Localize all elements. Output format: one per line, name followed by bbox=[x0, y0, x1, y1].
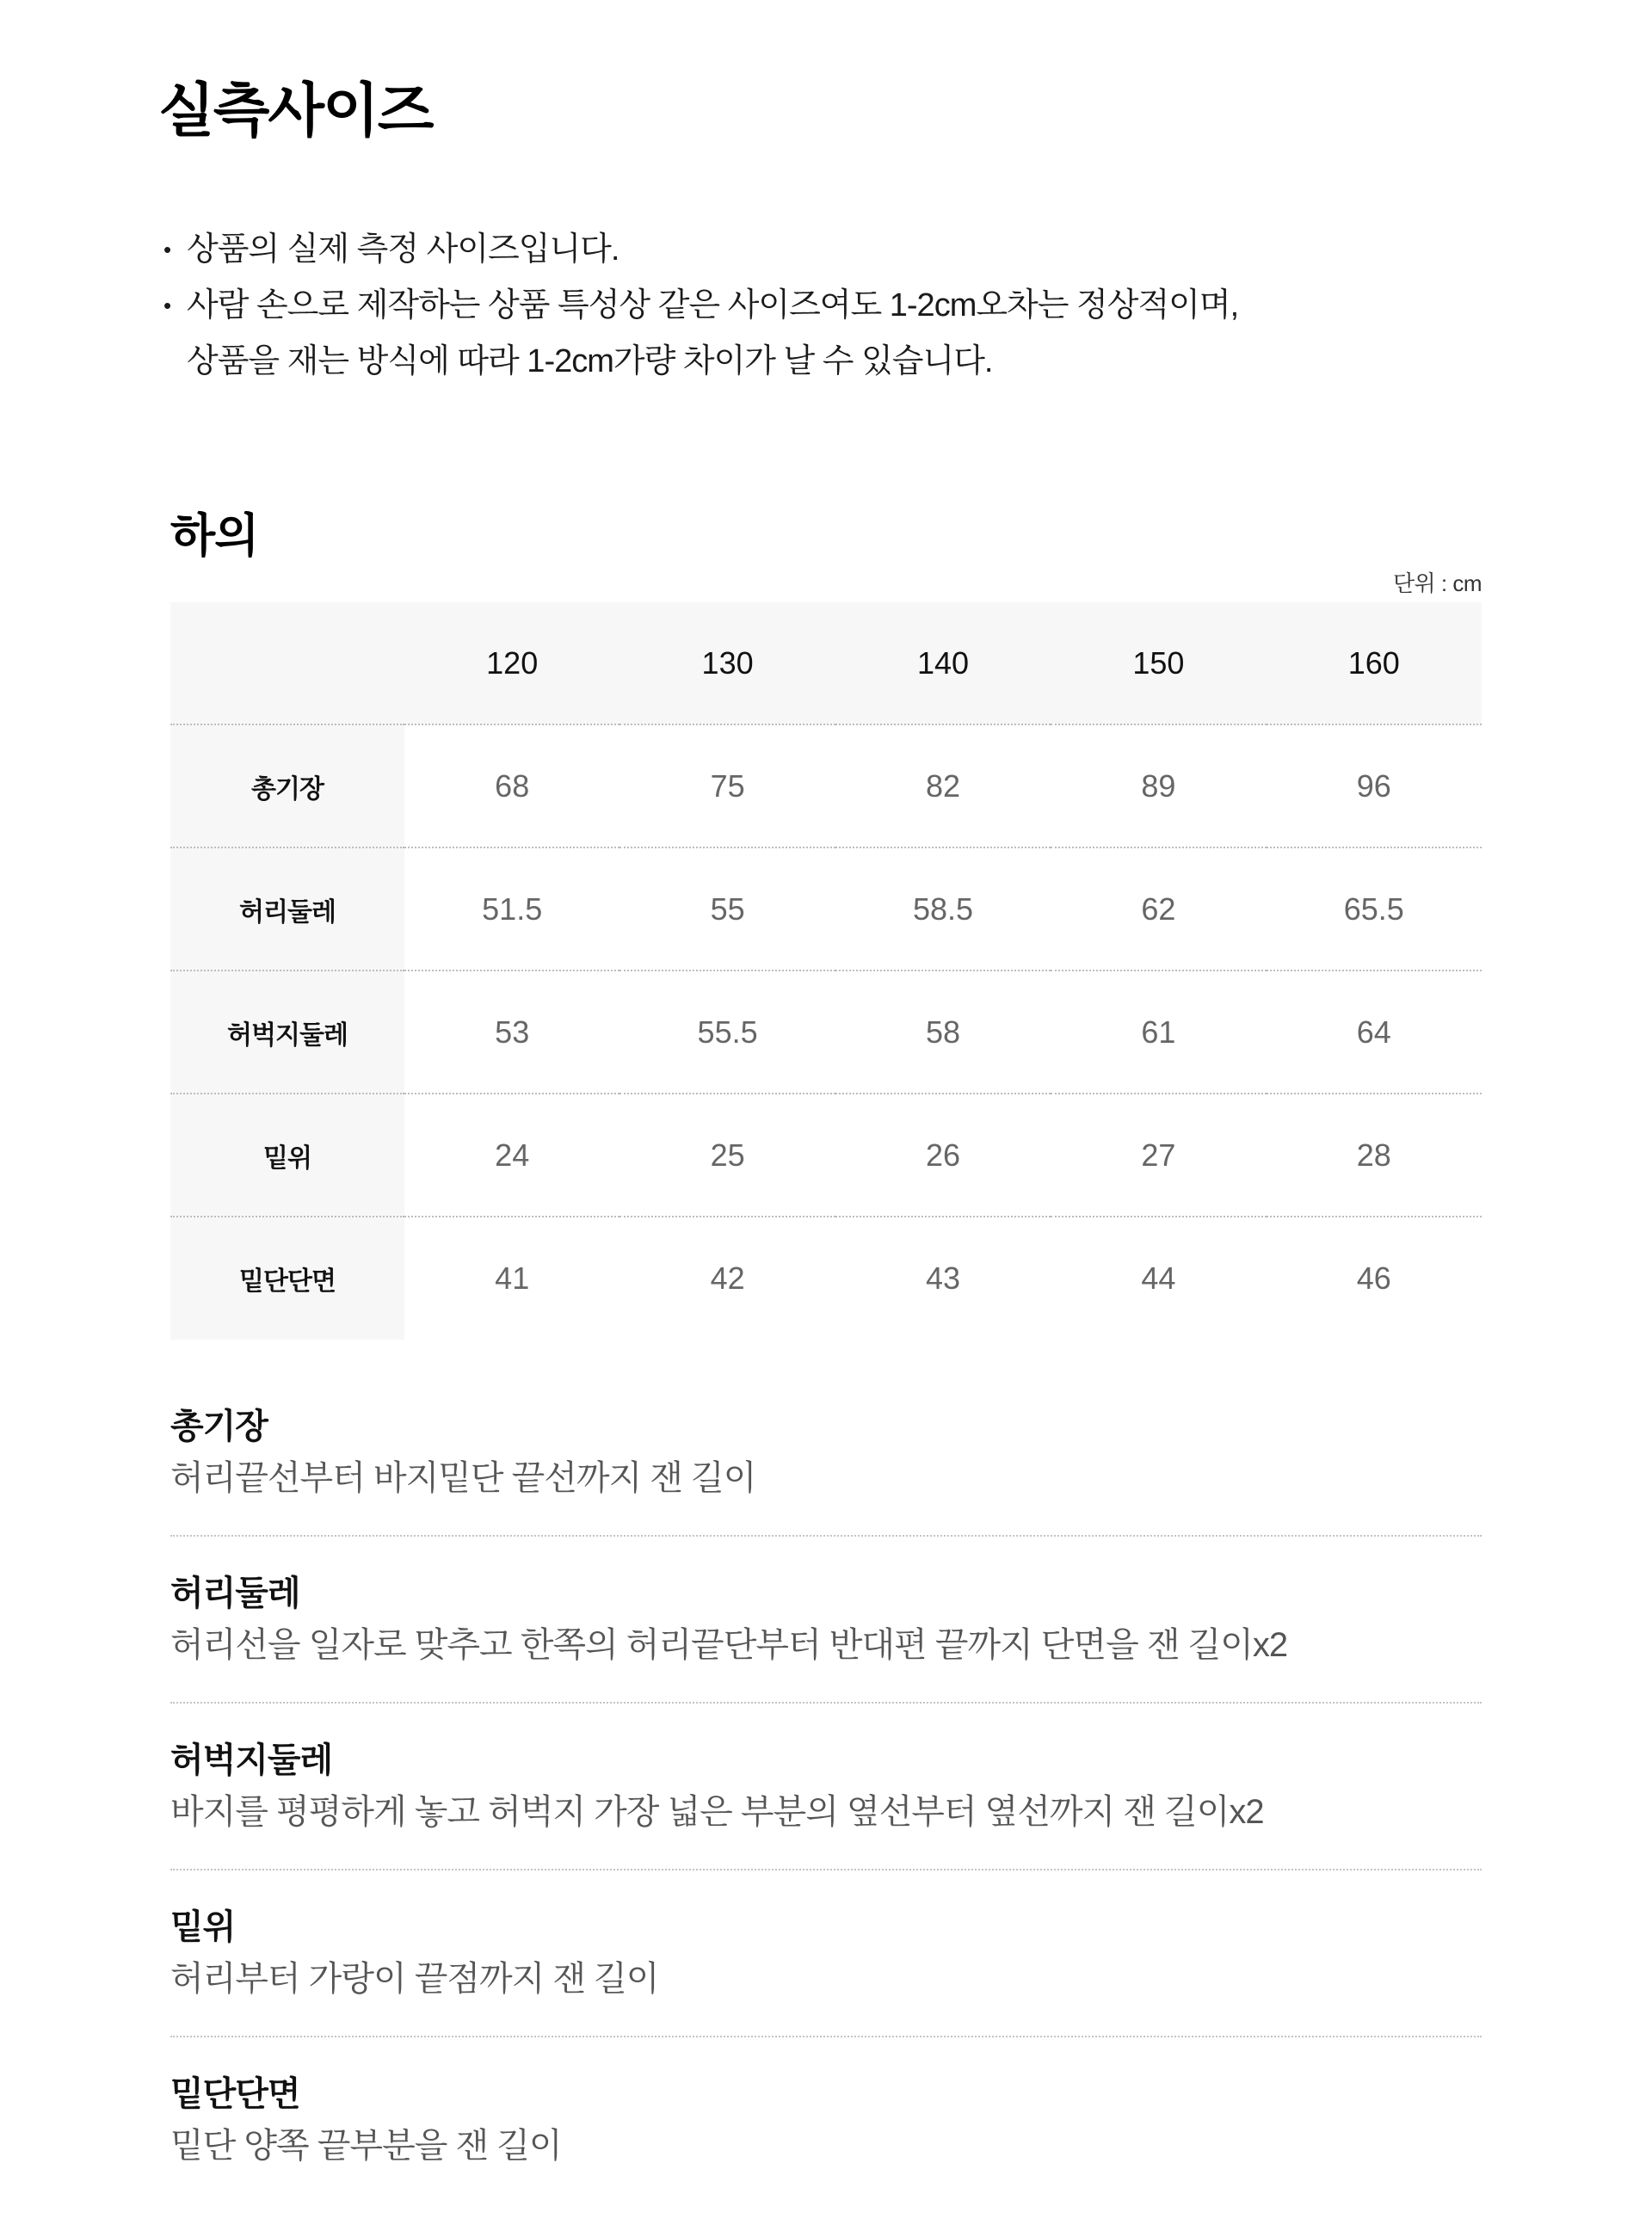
definition-term: 총기장 bbox=[170, 1408, 268, 1445]
table-row bbox=[170, 971, 1482, 1094]
column-header: 130 bbox=[620, 602, 835, 724]
table-cell: 26 bbox=[835, 1094, 1051, 1217]
table-cell: 24 bbox=[404, 1094, 620, 1217]
note-item bbox=[163, 222, 1482, 278]
note-item bbox=[163, 278, 1482, 334]
table-cell: 62 bbox=[1051, 847, 1266, 971]
dotted-divider bbox=[170, 1869, 1482, 1870]
table-header-row bbox=[170, 602, 1482, 724]
definition-term: 밑단단면 bbox=[170, 2075, 300, 2113]
column-header: 140 bbox=[835, 602, 1051, 724]
row-label: 허리둘레 bbox=[170, 847, 404, 971]
table-cell: 65.5 bbox=[1267, 847, 1482, 971]
definition-term: 허벅지둘레 bbox=[170, 1741, 333, 1779]
note-text: 상품의 실제 측정 사이즈입니다. bbox=[187, 231, 620, 268]
bullet-icon: • bbox=[163, 237, 171, 262]
definition-item bbox=[170, 1907, 1482, 2000]
definition-description: 허리끝선부터 바지밑단 끝선까지 잰 길이 bbox=[170, 1459, 756, 1497]
table-cell: 82 bbox=[835, 724, 1051, 847]
notes-list bbox=[163, 222, 1482, 390]
dotted-divider bbox=[170, 1702, 1482, 1704]
unit-label: 단위 : cm bbox=[1392, 570, 1482, 596]
table-cell: 75 bbox=[620, 724, 835, 847]
table-cell: 58 bbox=[835, 971, 1051, 1094]
table-cell: 68 bbox=[404, 724, 620, 847]
size-table bbox=[170, 602, 1482, 1340]
table-row bbox=[170, 847, 1482, 971]
table-cell: 46 bbox=[1267, 1217, 1482, 1340]
definition-term: 허리둘레 bbox=[170, 1575, 300, 1612]
definition-description: 허리선을 일자로 맞추고 한쪽의 허리끝단부터 반대편 끝까지 단면을 잰 길이x2 bbox=[170, 1626, 1288, 1664]
definition-description: 바지를 평평하게 놓고 허벅지 가장 넓은 부분의 옆선부터 옆선까지 잰 길이x2 bbox=[170, 1793, 1264, 1831]
definition-item bbox=[170, 1740, 1482, 1833]
table-cell: 28 bbox=[1267, 1094, 1482, 1217]
note-item bbox=[163, 334, 1482, 390]
table-cell: 58.5 bbox=[835, 847, 1051, 971]
table-cell: 89 bbox=[1051, 724, 1266, 847]
column-header: 150 bbox=[1051, 602, 1266, 724]
definition-item bbox=[170, 2074, 1482, 2166]
section-heading-bottoms: 하의 bbox=[170, 510, 259, 562]
column-header: 160 bbox=[1267, 602, 1482, 724]
row-label: 밑단단면 bbox=[170, 1217, 404, 1340]
bullet-icon: • bbox=[163, 293, 171, 318]
table-cell: 43 bbox=[835, 1217, 1051, 1340]
note-text: 사람 손으로 제작하는 상품 특성상 같은 사이즈여도 1-2cm오차는 정상적이며, bbox=[187, 287, 1239, 324]
definition-item bbox=[170, 1406, 1482, 1499]
definition-term: 밑위 bbox=[170, 1908, 236, 1946]
table-row bbox=[170, 724, 1482, 847]
measurement-definitions bbox=[170, 1406, 1482, 2166]
table-cell: 96 bbox=[1267, 724, 1482, 847]
dotted-divider bbox=[170, 2036, 1482, 2037]
table-cell: 64 bbox=[1267, 971, 1482, 1094]
table-cell: 27 bbox=[1051, 1094, 1266, 1217]
row-label: 허벅지둘레 bbox=[170, 971, 404, 1094]
page-title: 실측사이즈 bbox=[158, 78, 433, 144]
table-cell: 55 bbox=[620, 847, 835, 971]
definition-description: 허리부터 가랑이 끝점까지 잰 길이 bbox=[170, 1960, 659, 1998]
table-cell: 51.5 bbox=[404, 847, 620, 971]
row-label: 총기장 bbox=[170, 724, 404, 847]
table-cell: 55.5 bbox=[620, 971, 835, 1094]
table-cell: 53 bbox=[404, 971, 620, 1094]
row-label: 밑위 bbox=[170, 1094, 404, 1217]
table-cell: 61 bbox=[1051, 971, 1266, 1094]
definition-item bbox=[170, 1573, 1482, 1666]
table-cell: 42 bbox=[620, 1217, 835, 1340]
table-row bbox=[170, 1217, 1482, 1340]
note-text: 상품을 재는 방식에 따라 1-2cm가량 차이가 날 수 있습니다. bbox=[187, 343, 993, 379]
table-cell: 41 bbox=[404, 1217, 620, 1340]
table-cell: 44 bbox=[1051, 1217, 1266, 1340]
corner-cell bbox=[170, 602, 404, 724]
table-row bbox=[170, 1094, 1482, 1217]
dotted-divider bbox=[170, 1535, 1482, 1537]
column-header: 120 bbox=[404, 602, 620, 724]
definition-description: 밑단 양쪽 끝부분을 잰 길이 bbox=[170, 2127, 562, 2165]
table-cell: 25 bbox=[620, 1094, 835, 1217]
